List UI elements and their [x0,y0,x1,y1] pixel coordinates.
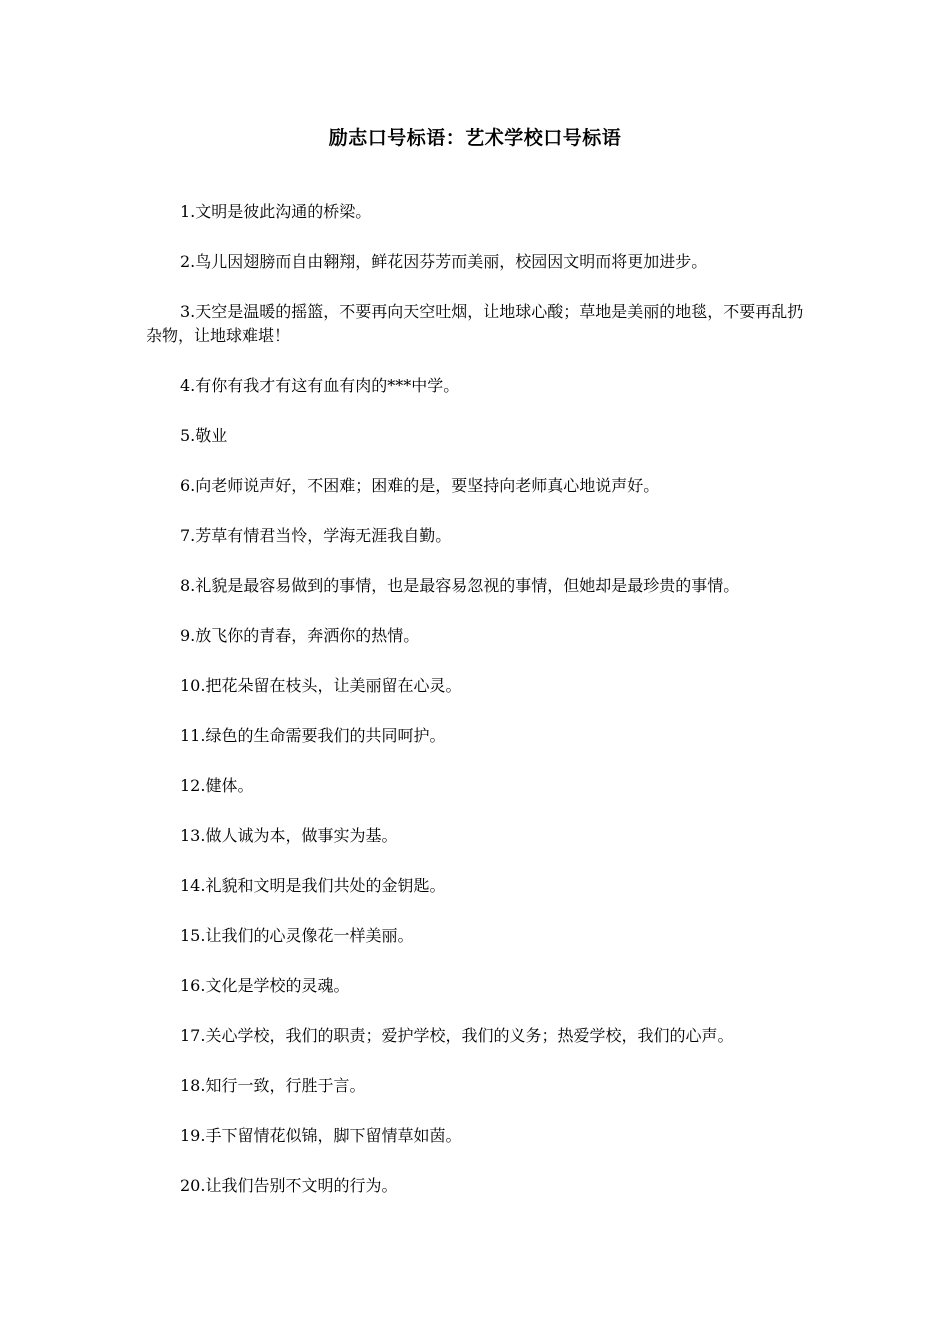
list-item: 20.让我们告别不文明的行为。 [180,1176,398,1195]
list-item: 14.礼貌和文明是我们共处的金钥匙。 [180,876,446,895]
list-item: 7.芳草有情君当怜，学海无涯我自勤。 [180,526,452,545]
list-item: 2.鸟儿因翅膀而自由翱翔，鲜花因芬芳而美丽，校园因文明而将更加进步。 [180,252,708,271]
list-item: 9.放飞你的青春，奔洒你的热情。 [180,626,420,645]
list-item: 18.知行一致，行胜于言。 [180,1076,366,1095]
list-item: 17.关心学校，我们的职责；爱护学校，我们的义务；热爱学校，我们的心声。 [180,1026,734,1045]
list-item: 11.绿色的生命需要我们的共同呵护。 [180,726,446,745]
list-item: 8.礼貌是最容易做到的事情，也是最容易忽视的事情，但她却是最珍贵的事情。 [180,576,740,595]
list-item: 13.做人诚为本，做事实为基。 [180,826,398,845]
list-item: 3.天空是温暖的摇篮，不要再向天空吐烟，让地球心酸；草地是美丽的地毯，不要再乱扔杂物，让地球难堪！ [146,302,804,345]
slogan-list [146,200,812,1224]
list-item: 16.文化是学校的灵魂。 [180,976,350,995]
page-title: 励志口号标语：艺术学校口号标语 [328,127,622,149]
list-item: 5.敬业 [180,426,228,445]
list-item: 6.向老师说声好，不困难；困难的是，要坚持向老师真心地说声好。 [180,476,660,495]
list-item: 19.手下留情花似锦，脚下留情草如茵。 [180,1126,462,1145]
list-item: 15.让我们的心灵像花一样美丽。 [180,926,414,945]
list-item: 12.健体。 [180,776,254,795]
list-item: 1.文明是彼此沟通的桥梁。 [180,202,372,221]
list-item: 10.把花朵留在枝头，让美丽留在心灵。 [180,676,462,695]
list-item: 4.有你有我才有这有血有肉的***中学。 [180,376,460,395]
